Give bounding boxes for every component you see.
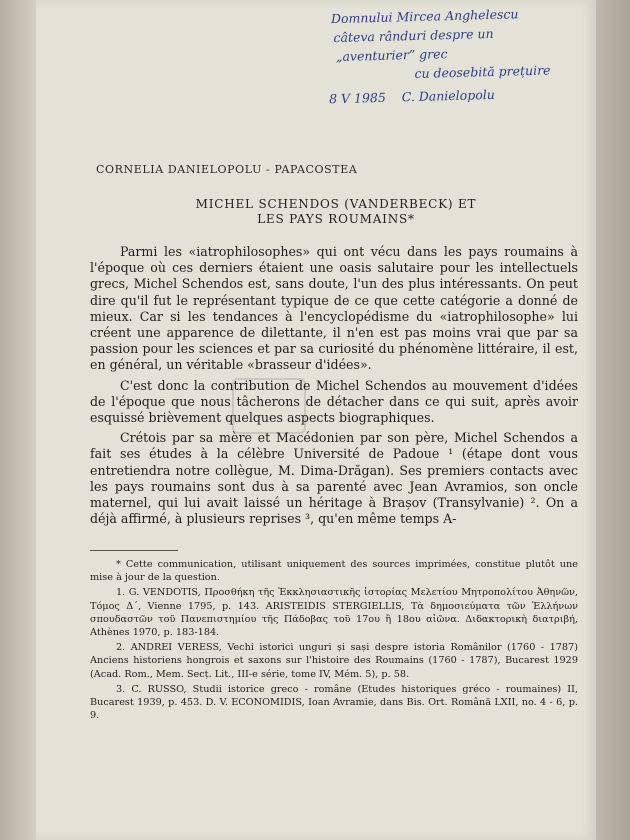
footnote: * Cette communication, utilisant uniquement des sources imprimées, constitue plutôt une mise à jour de la question. [90, 559, 578, 584]
title-line: MICHEL SCHENDOS (VANDERBECK) ET [195, 197, 477, 211]
body-paragraph: C'est donc la contribution de Michel Schendos au mouvement d'idées de l'époque que nous tâcherons de détacher dans ce qui suit, après avoir esquissé brièvement quelques aspects biographiques. [90, 377, 578, 426]
footnote: 1. G. VENDOTIS, Προσθήκη τῆς Ἐκκλησιαστικῆς ἱστορίας Μελετίου Μητροπολίτου Ἀθηνῶν, Τόμος Δ΄, Vienne 1795, p. 143. ARISTEIDIS STERGIELLIS, Τὰ δημοσιεύματα τῶν Ἑλλήνων σπουδαστῶν τοῦ Πανεπιστημίου τῆς Πάδοβας τοῦ 17ου ἢ 18ου αἰῶνα. Διδακτορικὴ διατριβή, Athènes 1970, p. 183-184. [90, 587, 578, 639]
article-body [90, 244, 578, 531]
footnote: 3. C. RUSSO, Studii istorice greco - române (Etudes historiques gréco - roumaines) II, Bucarest 1939, p. 453. D. V. ECONOMIDIS, Ioan Avramie, dans Bis. Ort. Română LXII, no. 4 - 6, p. 9. [90, 683, 578, 722]
dedication-line: câteva rânduri despre un [333, 25, 494, 46]
dedication-line: cu deosebită prețuire [414, 62, 551, 82]
footnotes [90, 558, 578, 724]
dedication-signature: C. Danielopolu [401, 86, 495, 105]
dedication-date: 8 V 1985 [328, 89, 387, 107]
book-gutter [0, 0, 36, 840]
article-author: CORNELIA DANIELOPOLU - PAPACOSTEA [96, 163, 358, 176]
article-title [96, 197, 576, 227]
body-paragraph: Parmi les «iatrophilosophes» qui ont vécu dans les pays roumains à l'époque où ces derniers étaient une oasis salutaire pour les intellectuels grecs, Michel Schendos est, sans doute, l'un des plus intéressants. On peut dire qu'il fut le représentant typique de ce que cette catégorie a donné de mieux. Car si les tendances à l'encyclopédisme du «iatrophilosophe» lui créent une apparence de dilettante, il n'en est pas moins vrai que par sa passion pour les sciences et par sa curiosité du phénomène littéraire, il est, en général, un véritable «brasseur d'idées». [90, 244, 578, 373]
handwritten-dedication [317, 2, 589, 108]
dedication-line: „aventurier” grec [335, 46, 448, 65]
page-edge [596, 0, 630, 840]
body-paragraph: Crétois par sa mère et Macédonien par son père, Michel Schendos a fait ses études à la célèbre Université de Padoue ¹ (étape dont vous entretiendra notre collègue, M. Dima-Drăgan). Ses premiers contacts avec les pays roumains sont dus à sa parenté avec Jean Avramios, son oncle maternel, qui lui avait laissé un héritage à Brașov (Transylvanie) ². On a déjà affirmé, à plusieurs reprises ³, qu'en même temps A- [90, 430, 578, 527]
dedication-line: Domnului Mircea Anghelescu [330, 6, 519, 27]
footnote-divider [90, 550, 178, 551]
title-line: LES PAYS ROUMAINS* [257, 212, 415, 226]
footnote: 2. ANDREI VERESS, Vechi istorici unguri și sași despre istoria Românilor (1760 - 1787) Anciens historiens hongrois et saxons sur l'histoire des Roumains (1760 - 1787), Bucarest 1929 (Acad. Rom., Mem. Secț. Lit., III-e série, tome IV, Mém. 5), p. 58. [90, 642, 578, 680]
